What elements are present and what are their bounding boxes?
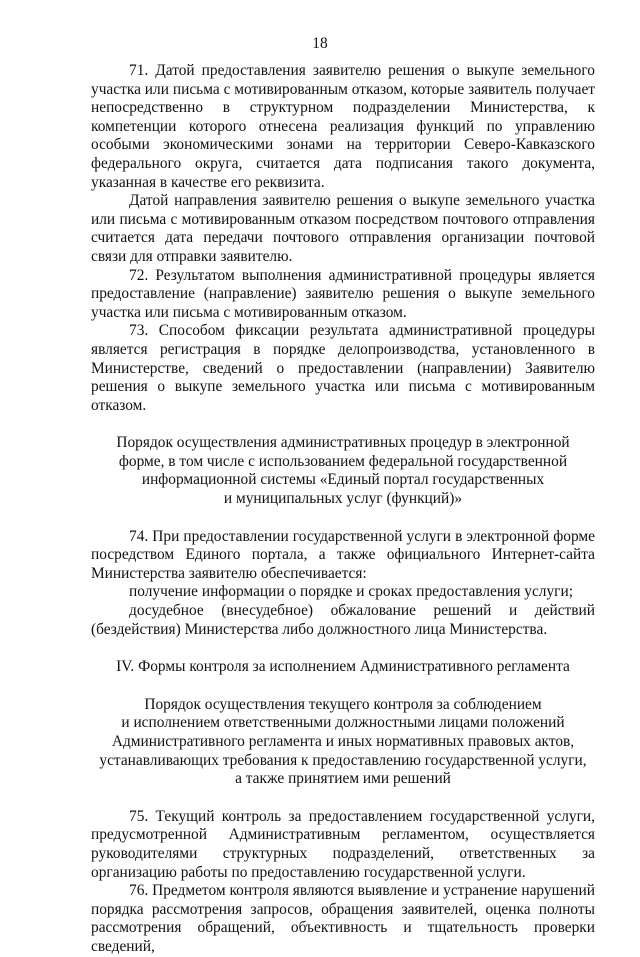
page-number: 18 [312,35,328,52]
paragraph-74-item-2: досудебное (внесудебное) обжалование решений и действий (бездействия) Министерства либо должностного лица Министерства. [91,602,595,638]
heading-line: Административного регламента и иных нормативных правовых актов, [111,733,575,750]
heading-line: и исполнением ответственными должностными лицами положений [121,714,565,732]
paragraph-74: 74. При предоставлении государственной услуги в электронной форме посредством Единого портала, а также официального Интернет-сайта Министерства заявителю обеспечивается: [91,527,595,582]
heading-line: устанавливающих требования к предоставлению государственной услуги, [99,751,587,769]
heading-line: а также принятием ими решений [235,770,451,788]
heading-line: Порядок осуществления административных процедур в электронной [116,434,570,452]
heading-line: информационной системы «Единый портал государственных [141,471,545,489]
section-heading-electronic [91,434,595,508]
paragraph-74-item-1: получение информации о порядке и сроках предоставления услуги; [129,583,573,601]
paragraph-76: 76. Предметом контроля являются выявление и устранение нарушений порядка рассмотрения запросов, обращения заявителей, оценка полноты рассмотрения обращений, объективность и тщательность проверки сведений, [91,882,595,955]
heading-line: форме, в том числе с использованием федеральной государственной [118,452,568,470]
paragraph-71-mail: Датой направления заявителю решения о выкупе земельного участка или письма с мотивированным отказом посредством почтового отправления считается дата передачи почтового отправления организации почтовой связи для отправки заявителю. [91,192,595,265]
section-iv-title: IV. Формы контроля за исполнением Административного регламента [116,658,570,676]
heading-line: Порядок осуществления текущего контроля за соблюдением [144,695,542,713]
paragraph-75: 75. Текущий контроль за предоставлением государственной услуги, предусмотренной Административным регламентом, осуществляется руководителями структурных подразделений, ответственных за организацию работы по предоставлению государственной услуги. [91,807,595,881]
section-heading-control [91,696,595,789]
paragraph-73: 73. Способом фиксации результата административной процедуры является регистрация в порядке делопроизводства, установленного в Министерстве, сведений о предоставлении (направлении) Заявителю решения о выкупе земельного участка или письма с мотивированным отказом. [91,322,595,414]
paragraph-71: 71. Датой предоставления заявителю решения о выкупе земельного участка или письма с мотивированным отказом, которые заявитель получает непосредственно в структурном подразделении Министерства, к компетенции которого отнесена реализация функций по управлению особыми экономическими зонами на территории Северо-Кавказского федерального округа, считается дата подписания такого документа, указанная в качестве его реквизита. [91,62,595,191]
heading-line: и муниципальных услуг (функций)» [223,490,463,508]
paragraph-72: 72. Результатом выполнения административной процедуры является предоставление (направление) заявителю решения о выкупе земельного участка или письма с мотивированным отказом. [91,266,595,321]
document-body [91,62,595,957]
